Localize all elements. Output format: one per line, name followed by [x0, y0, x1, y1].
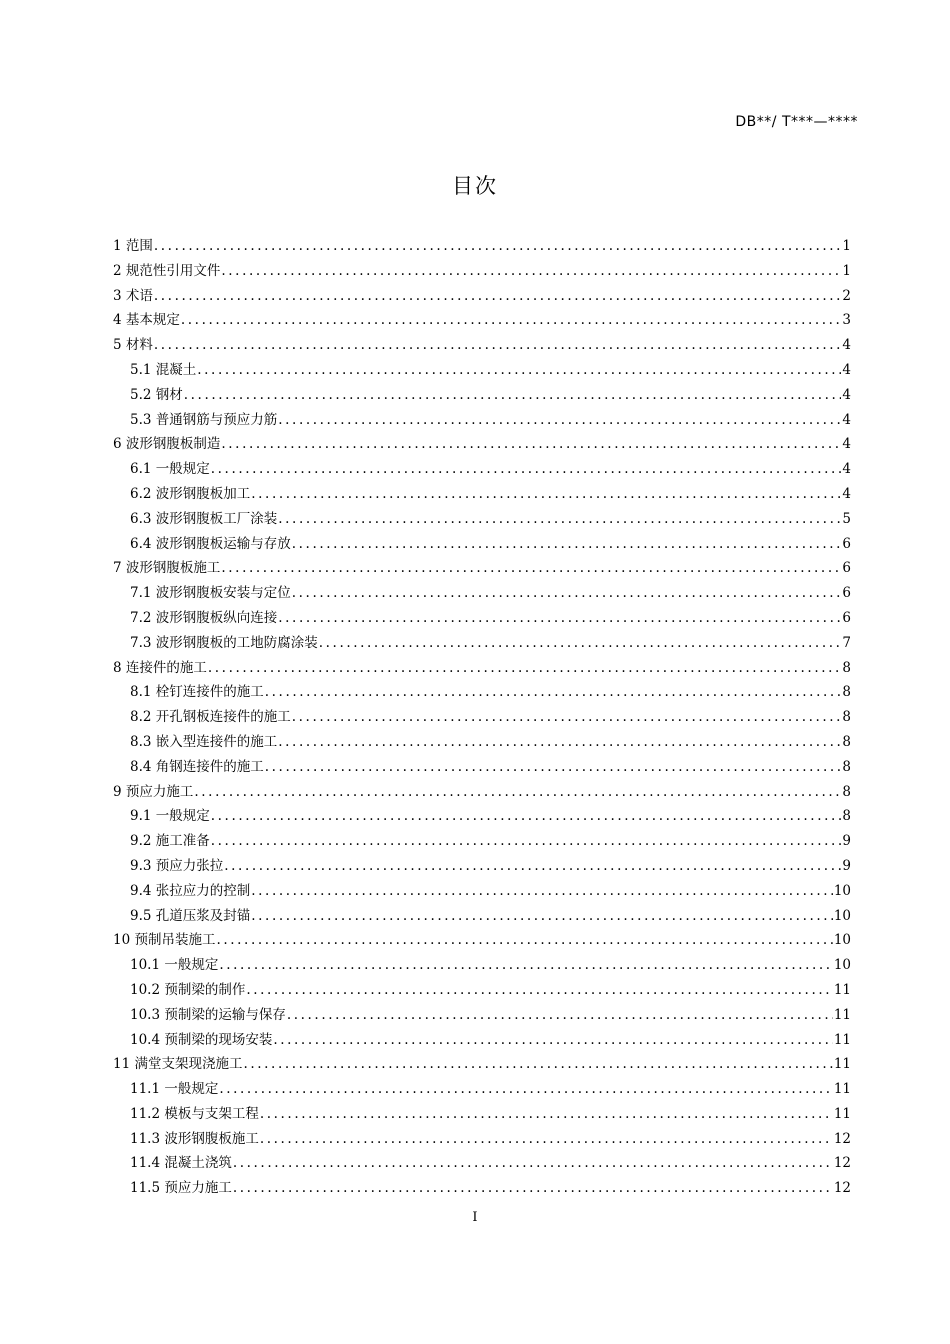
toc-dot-leader [154, 284, 842, 309]
toc-dot-leader [211, 804, 842, 829]
toc-entry[interactable] [113, 804, 851, 829]
toc-dot-leader [292, 532, 842, 557]
toc-entry[interactable] [113, 284, 851, 309]
toc-dot-leader [251, 879, 833, 904]
toc-entry[interactable] [113, 1127, 851, 1152]
toc-entry-page: 7 [842, 634, 851, 651]
toc-entry-label: 5.2 钢材 [130, 386, 183, 403]
toc-entry[interactable] [113, 953, 851, 978]
toc-dot-leader [154, 333, 842, 358]
toc-entry-page: 8 [842, 684, 851, 701]
toc-dot-leader [184, 383, 842, 408]
toc-dot-leader [219, 1077, 832, 1102]
toc-entry-page: 4 [842, 361, 851, 378]
toc-entry-page: 1 [842, 238, 851, 254]
toc-dot-leader [273, 1028, 832, 1053]
toc-dot-leader [265, 680, 842, 705]
toc-entry-label: 11.4 混凝土浇筑 [130, 1155, 232, 1172]
toc-entry-page: 10 [833, 932, 851, 949]
toc-dot-leader [278, 730, 841, 755]
toc-entry-page: 12 [833, 1180, 851, 1197]
toc-entry-page: 5 [842, 510, 851, 527]
toc-dot-leader [233, 1151, 833, 1176]
toc-dot-leader [243, 1052, 832, 1077]
toc-entry-label: 4 基本规定 [113, 312, 180, 329]
toc-entry-page: 6 [842, 609, 851, 626]
toc-entry-label: 6.2 波形钢腹板加工 [130, 485, 251, 502]
toc-dot-leader [219, 953, 832, 978]
toc-entry-label: 6.4 波形钢腹板运输与存放 [130, 535, 291, 552]
toc-entry-page: 12 [833, 1130, 851, 1147]
toc-entry-page: 2 [842, 287, 851, 304]
toc-entry-page: 8 [842, 808, 851, 825]
toc-entry-label: 9.3 预应力张拉 [130, 857, 224, 874]
toc-entry[interactable] [113, 432, 851, 457]
toc-entry[interactable] [113, 1102, 851, 1127]
toc-title: 目次 [452, 174, 498, 198]
toc-entry-page: 8 [842, 733, 851, 750]
toc-entry-label: 11.1 一般规定 [130, 1081, 219, 1098]
toc-entry-page: 4 [842, 461, 851, 478]
toc-entry-page: 10 [833, 957, 851, 974]
toc-list [113, 234, 851, 1201]
toc-entry-label: 7 波形钢腹板施工 [113, 560, 221, 577]
toc-entry-label: 6 波形钢腹板制造 [113, 436, 221, 453]
toc-entry[interactable] [113, 1052, 851, 1077]
toc-entry-label: 9 预应力施工 [113, 783, 194, 800]
toc-dot-leader [278, 606, 841, 631]
toc-entry-page: 9 [842, 857, 851, 874]
toc-entry-page: 10 [833, 882, 851, 899]
toc-dot-leader [208, 656, 842, 681]
toc-entry-label: 10.2 预制梁的制作 [130, 981, 246, 998]
toc-entry-label: 8.4 角钢连接件的施工 [130, 758, 264, 775]
toc-entry-page: 8 [842, 709, 851, 726]
toc-entry-label: 8.1 栓钉连接件的施工 [130, 684, 264, 701]
toc-entry[interactable] [113, 1003, 851, 1028]
toc-entry[interactable] [113, 482, 851, 507]
toc-entry-page: 11 [833, 981, 851, 998]
toc-entry[interactable] [113, 1028, 851, 1053]
toc-entry-label: 5 材料 [113, 337, 153, 354]
toc-dot-leader [216, 928, 832, 953]
toc-dot-leader [154, 234, 842, 259]
toc-entry-page: 11 [833, 1056, 851, 1073]
toc-entry-label: 8.2 开孔钢板连接件的施工 [130, 709, 291, 726]
toc-entry-label: 8 连接件的施工 [113, 659, 207, 676]
toc-entry[interactable] [113, 631, 851, 656]
toc-entry[interactable] [113, 457, 851, 482]
toc-entry[interactable] [113, 755, 851, 780]
toc-entry[interactable] [113, 879, 851, 904]
toc-entry-page: 1 [842, 262, 851, 279]
toc-dot-leader [211, 829, 842, 854]
toc-entry-page: 11 [833, 1105, 851, 1122]
toc-entry[interactable] [113, 358, 851, 383]
toc-entry-label: 6.1 一般规定 [130, 461, 210, 478]
toc-entry-page: 6 [842, 560, 851, 577]
toc-dot-leader [233, 1176, 833, 1201]
toc-dot-leader [224, 854, 841, 879]
toc-dot-leader [194, 780, 841, 805]
toc-entry[interactable] [113, 507, 851, 532]
toc-entry[interactable] [113, 383, 851, 408]
toc-entry[interactable] [113, 829, 851, 854]
toc-entry[interactable] [113, 556, 851, 581]
toc-entry-page: 8 [842, 783, 851, 800]
toc-entry-label: 9.2 施工准备 [130, 833, 210, 850]
toc-entry[interactable] [113, 978, 851, 1003]
page-number: I [472, 1210, 478, 1225]
toc-entry[interactable] [113, 680, 851, 705]
toc-entry[interactable] [113, 234, 851, 259]
toc-entry-page: 11 [833, 1081, 851, 1098]
toc-dot-leader [260, 1127, 833, 1152]
toc-entry[interactable] [113, 308, 851, 333]
toc-entry[interactable] [113, 408, 851, 433]
toc-entry-label: 7.1 波形钢腹板安装与定位 [130, 585, 291, 602]
toc-entry-page: 12 [833, 1155, 851, 1172]
toc-entry[interactable] [113, 581, 851, 606]
toc-dot-leader [251, 482, 841, 507]
toc-entry-label: 6.3 波形钢腹板工厂涂装 [130, 510, 278, 527]
toc-dot-leader [221, 556, 841, 581]
toc-dot-leader [221, 259, 841, 284]
toc-dot-leader [265, 755, 842, 780]
toc-entry-page: 4 [842, 436, 851, 453]
toc-entry-label: 7.2 波形钢腹板纵向连接 [130, 609, 278, 626]
toc-entry[interactable] [113, 656, 851, 681]
toc-entry-page: 9 [842, 833, 851, 850]
toc-dot-leader [197, 358, 841, 383]
toc-entry[interactable] [113, 259, 851, 284]
toc-entry[interactable] [113, 730, 851, 755]
toc-entry-label: 11 满堂支架现浇施工 [113, 1056, 243, 1073]
toc-entry[interactable] [113, 1077, 851, 1102]
toc-entry-page: 8 [842, 659, 851, 676]
toc-dot-leader [181, 308, 842, 333]
toc-dot-leader [251, 904, 833, 929]
toc-entry-page: 6 [842, 535, 851, 552]
toc-dot-leader [221, 432, 841, 457]
toc-entry-label: 11.2 模板与支架工程 [130, 1105, 259, 1122]
toc-dot-leader [278, 507, 841, 532]
toc-entry[interactable] [113, 333, 851, 358]
toc-entry[interactable] [113, 606, 851, 631]
toc-dot-leader [292, 705, 842, 730]
toc-entry-page: 4 [842, 337, 851, 354]
toc-dot-leader [246, 978, 832, 1003]
toc-entry-label: 9.4 张拉应力的控制 [130, 882, 251, 899]
toc-entry-page: 11 [833, 1031, 851, 1048]
toc-entry[interactable] [113, 705, 851, 730]
toc-entry-label: 5.3 普通钢筋与预应力筋 [130, 411, 278, 428]
toc-dot-leader [292, 581, 842, 606]
toc-entry-label: 10 预制吊装施工 [113, 932, 216, 949]
toc-dot-leader [278, 408, 841, 433]
toc-entry[interactable] [113, 780, 851, 805]
toc-entry-label: 10.4 预制梁的现场安装 [130, 1031, 273, 1048]
toc-entry-label: 9.1 一般规定 [130, 808, 210, 825]
toc-entry-page: 4 [842, 386, 851, 403]
toc-entry[interactable] [113, 928, 851, 953]
toc-entry-label: 8.3 嵌入型连接件的施工 [130, 733, 278, 750]
document-code: DB**/ T***—**** [735, 114, 858, 130]
toc-entry-page: 11 [833, 1006, 851, 1023]
toc-dot-leader [211, 457, 842, 482]
toc-entry-label: 9.5 孔道压浆及封锚 [130, 907, 251, 924]
toc-entry[interactable] [113, 854, 851, 879]
toc-entry-page: 3 [842, 312, 851, 329]
toc-entry-label: 7.3 波形钢腹板的工地防腐涂装 [130, 634, 318, 651]
toc-entry-page: 4 [842, 485, 851, 502]
toc-entry-label: 11.3 波形钢腹板施工 [130, 1130, 259, 1147]
toc-entry-label: 11.5 预应力施工 [130, 1180, 232, 1197]
toc-entry-label: 10.1 一般规定 [130, 957, 219, 974]
toc-entry-label: 1 范围 [113, 238, 153, 254]
toc-entry-page: 8 [842, 758, 851, 775]
toc-dot-leader [319, 631, 842, 656]
toc-entry[interactable] [113, 532, 851, 557]
toc-dot-leader [287, 1003, 833, 1028]
toc-entry-page: 4 [842, 411, 851, 428]
toc-entry[interactable] [113, 904, 851, 929]
toc-entry-page: 10 [833, 907, 851, 924]
toc-entry-page: 6 [842, 585, 851, 602]
toc-entry-label: 5.1 混凝土 [130, 361, 197, 378]
toc-entry[interactable] [113, 1151, 851, 1176]
toc-dot-leader [260, 1102, 833, 1127]
toc-entry-label: 10.3 预制梁的运输与保存 [130, 1006, 286, 1023]
toc-entry-label: 3 术语 [113, 287, 153, 304]
toc-entry[interactable] [113, 1176, 851, 1201]
toc-entry-label: 2 规范性引用文件 [113, 262, 221, 279]
